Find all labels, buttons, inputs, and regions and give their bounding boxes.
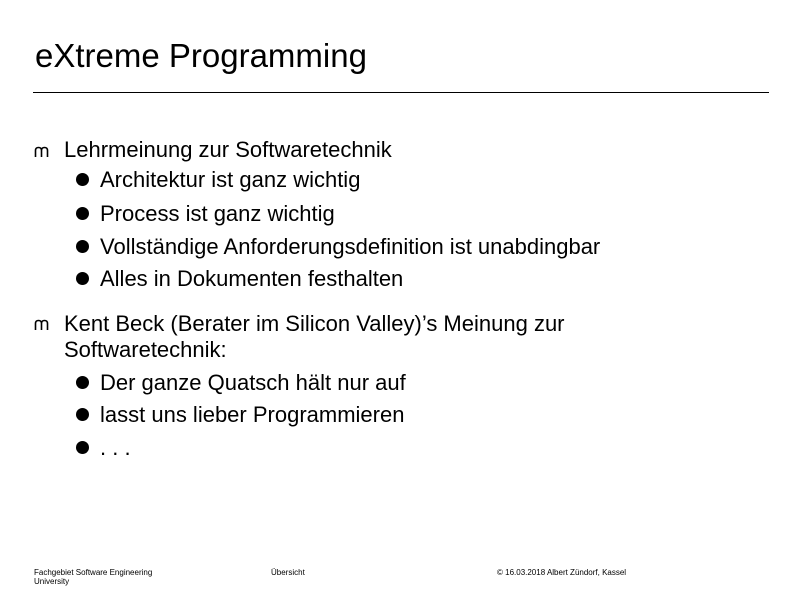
filled-bullet-icon xyxy=(76,173,89,186)
footer-center: Übersicht xyxy=(271,568,305,577)
filled-bullet-icon xyxy=(76,376,89,389)
footer-left-line2: University xyxy=(34,577,70,586)
bullet-1-text: Lehrmeinung zur Softwaretechnik xyxy=(64,137,392,162)
open-bullet-icon xyxy=(34,146,50,158)
bullet-2-subitem-1: Der ganze Quatsch hält nur auf xyxy=(100,370,406,395)
title-divider xyxy=(33,92,769,93)
footer-left-line1: Fachgebiet Software Engineering xyxy=(34,568,153,577)
slide-title: eXtreme Programming xyxy=(35,37,367,74)
bullet-1-subitem-2: Process ist ganz wichtig xyxy=(100,201,335,226)
bullet-1-subitem-1: Architektur ist ganz wichtig xyxy=(100,167,361,192)
bullet-2-subitem-3: . . . xyxy=(100,435,131,460)
filled-bullet-icon xyxy=(76,272,89,285)
bullet-1-subitem-4: Alles in Dokumenten festhalten xyxy=(100,266,404,291)
bullet-1-subitem-3: Vollständige Anforderungsdefinition ist unabdingbar xyxy=(100,234,601,259)
filled-bullet-icon xyxy=(76,240,89,253)
bullet-2-subitem-2: lasst uns lieber Programmieren xyxy=(100,402,405,427)
filled-bullet-icon xyxy=(76,207,89,220)
bullet-2-text-line2: Softwaretechnik: xyxy=(64,337,227,362)
filled-bullet-icon xyxy=(76,441,89,454)
footer-right: © 16.03.2018 Albert Zündorf, Kassel xyxy=(497,568,627,577)
open-bullet-icon xyxy=(34,319,50,331)
filled-bullet-icon xyxy=(76,408,89,421)
bullet-2-text-line1: Kent Beck (Berater im Silicon Valley)’s Meinung zur xyxy=(64,311,565,336)
